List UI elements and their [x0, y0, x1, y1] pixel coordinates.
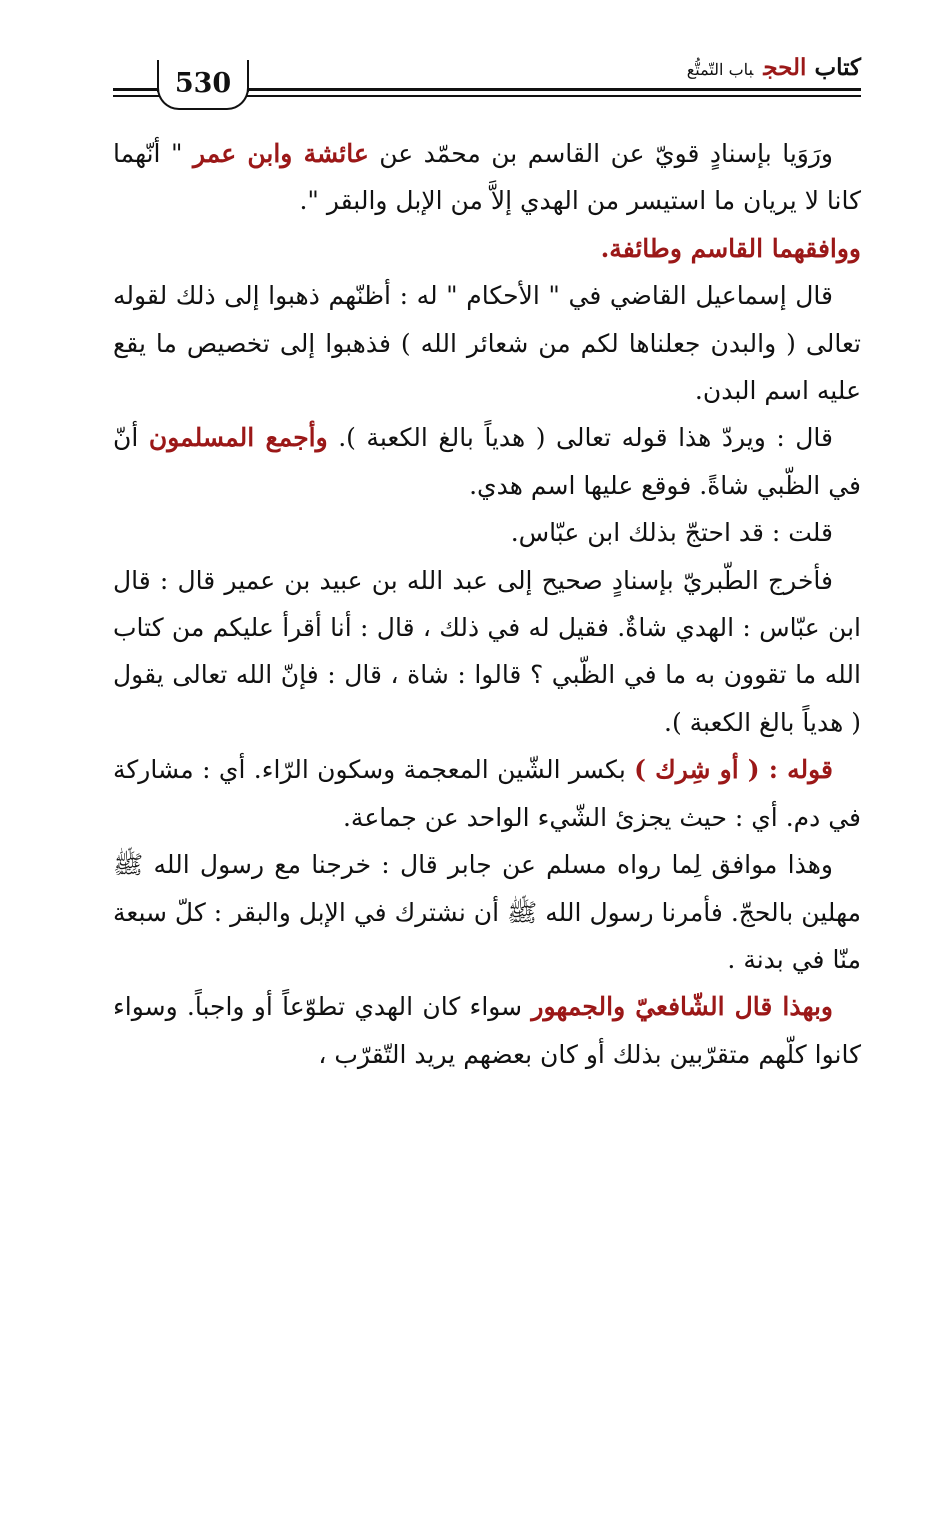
- paragraph: [113, 557, 861, 747]
- chapter-title: باب التّمتُّع: [686, 60, 754, 79]
- paragraph-text: ورَوَيا بإسنادٍ قويّ عن القاسم بن محمّد عن: [368, 139, 833, 168]
- paragraph: [113, 272, 861, 414]
- paragraph: [113, 509, 861, 556]
- paragraph: [113, 746, 861, 841]
- highlighted-text: وأجمع المسلمون: [148, 423, 328, 453]
- book-title-word: كتاب: [814, 54, 861, 81]
- paragraph-text: فأخرج الطّبريّ بإسنادٍ صحيح إلى عبد الله بن عبيد بن عمير قال : قال ابن عبّاس : الهدي شاةٌ. فقيل له في ذلك ، قال : أنا أقرأ عليكم من كتاب الله ما تقوون به ما في الظّبي ؟ قالوا : شاة ، قال : فإنّ الله تعالى يقول ( هدياً بالغ الكعبة ).: [113, 565, 861, 737]
- paragraph-text: قال إسماعيل القاضي في " الأحكام " له : أظنّهم ذهبوا إلى ذلك لقوله تعالى ( والبدن جعلناها لكم من شعائر الله ) فذهبوا إلى تخصيص ما يقع عليه اسم البدن.: [113, 281, 861, 406]
- paragraph-text: سواء كان الهدي تطوّعاً أو واجباً. وسواء كانوا كلّهم متقرّبين بذلك أو كان بعضهم يريد التّقرّب ،: [113, 992, 861, 1069]
- paragraph-text: وهذا موافق لِما رواه مسلم عن جابر قال : خرجنا مع رسول الله ﷺ مهلين بالحجّ. فأمرنا رسول الله ﷺ أن نشترك في الإبل والبقر : كلّ سبعة منّا في بدنة .: [113, 850, 861, 974]
- paragraph: [113, 130, 861, 225]
- highlighted-text: عائشة وابن عمر: [192, 139, 369, 168]
- page-header: [0, 48, 945, 118]
- book-title-highlight: الحج: [763, 54, 807, 81]
- paragraph-text: قال : ويردّ هذا قوله تعالى ( هدياً بالغ الكعبة ).: [327, 423, 833, 453]
- paragraph-text: " أنّهما كانا لا يريان ما استيسر من الهدي إلاَّ من الإبل والبقر ".: [113, 139, 861, 216]
- paragraph: [113, 983, 861, 1078]
- paragraph: [113, 225, 861, 272]
- highlighted-text: ووافقهما القاسم وطائفة.: [600, 233, 861, 263]
- paragraph-text: بكسر الشّين المعجمة وسكون الرّاء. أي : مشاركة في دم. أي : حيث يجزئ الشّيء الواحد عن جماعة.: [113, 755, 861, 832]
- page-number: 530: [157, 60, 249, 110]
- highlighted-text: وبهذا قال الشّافعيّ والجمهور: [531, 992, 833, 1022]
- highlighted-text: قوله : ( أو شِرك ): [634, 755, 834, 785]
- running-title: [687, 54, 861, 81]
- page-body: [113, 130, 861, 1078]
- paragraph: [113, 841, 861, 983]
- paragraph-text: قلت : قد احتجّ بذلك ابن عبّاس.: [510, 518, 833, 548]
- book-title: [763, 54, 861, 81]
- paragraph: [113, 414, 861, 509]
- paragraph-text: أنّ في الظّبي شاةً. فوقع عليها اسم هدي.: [113, 423, 861, 500]
